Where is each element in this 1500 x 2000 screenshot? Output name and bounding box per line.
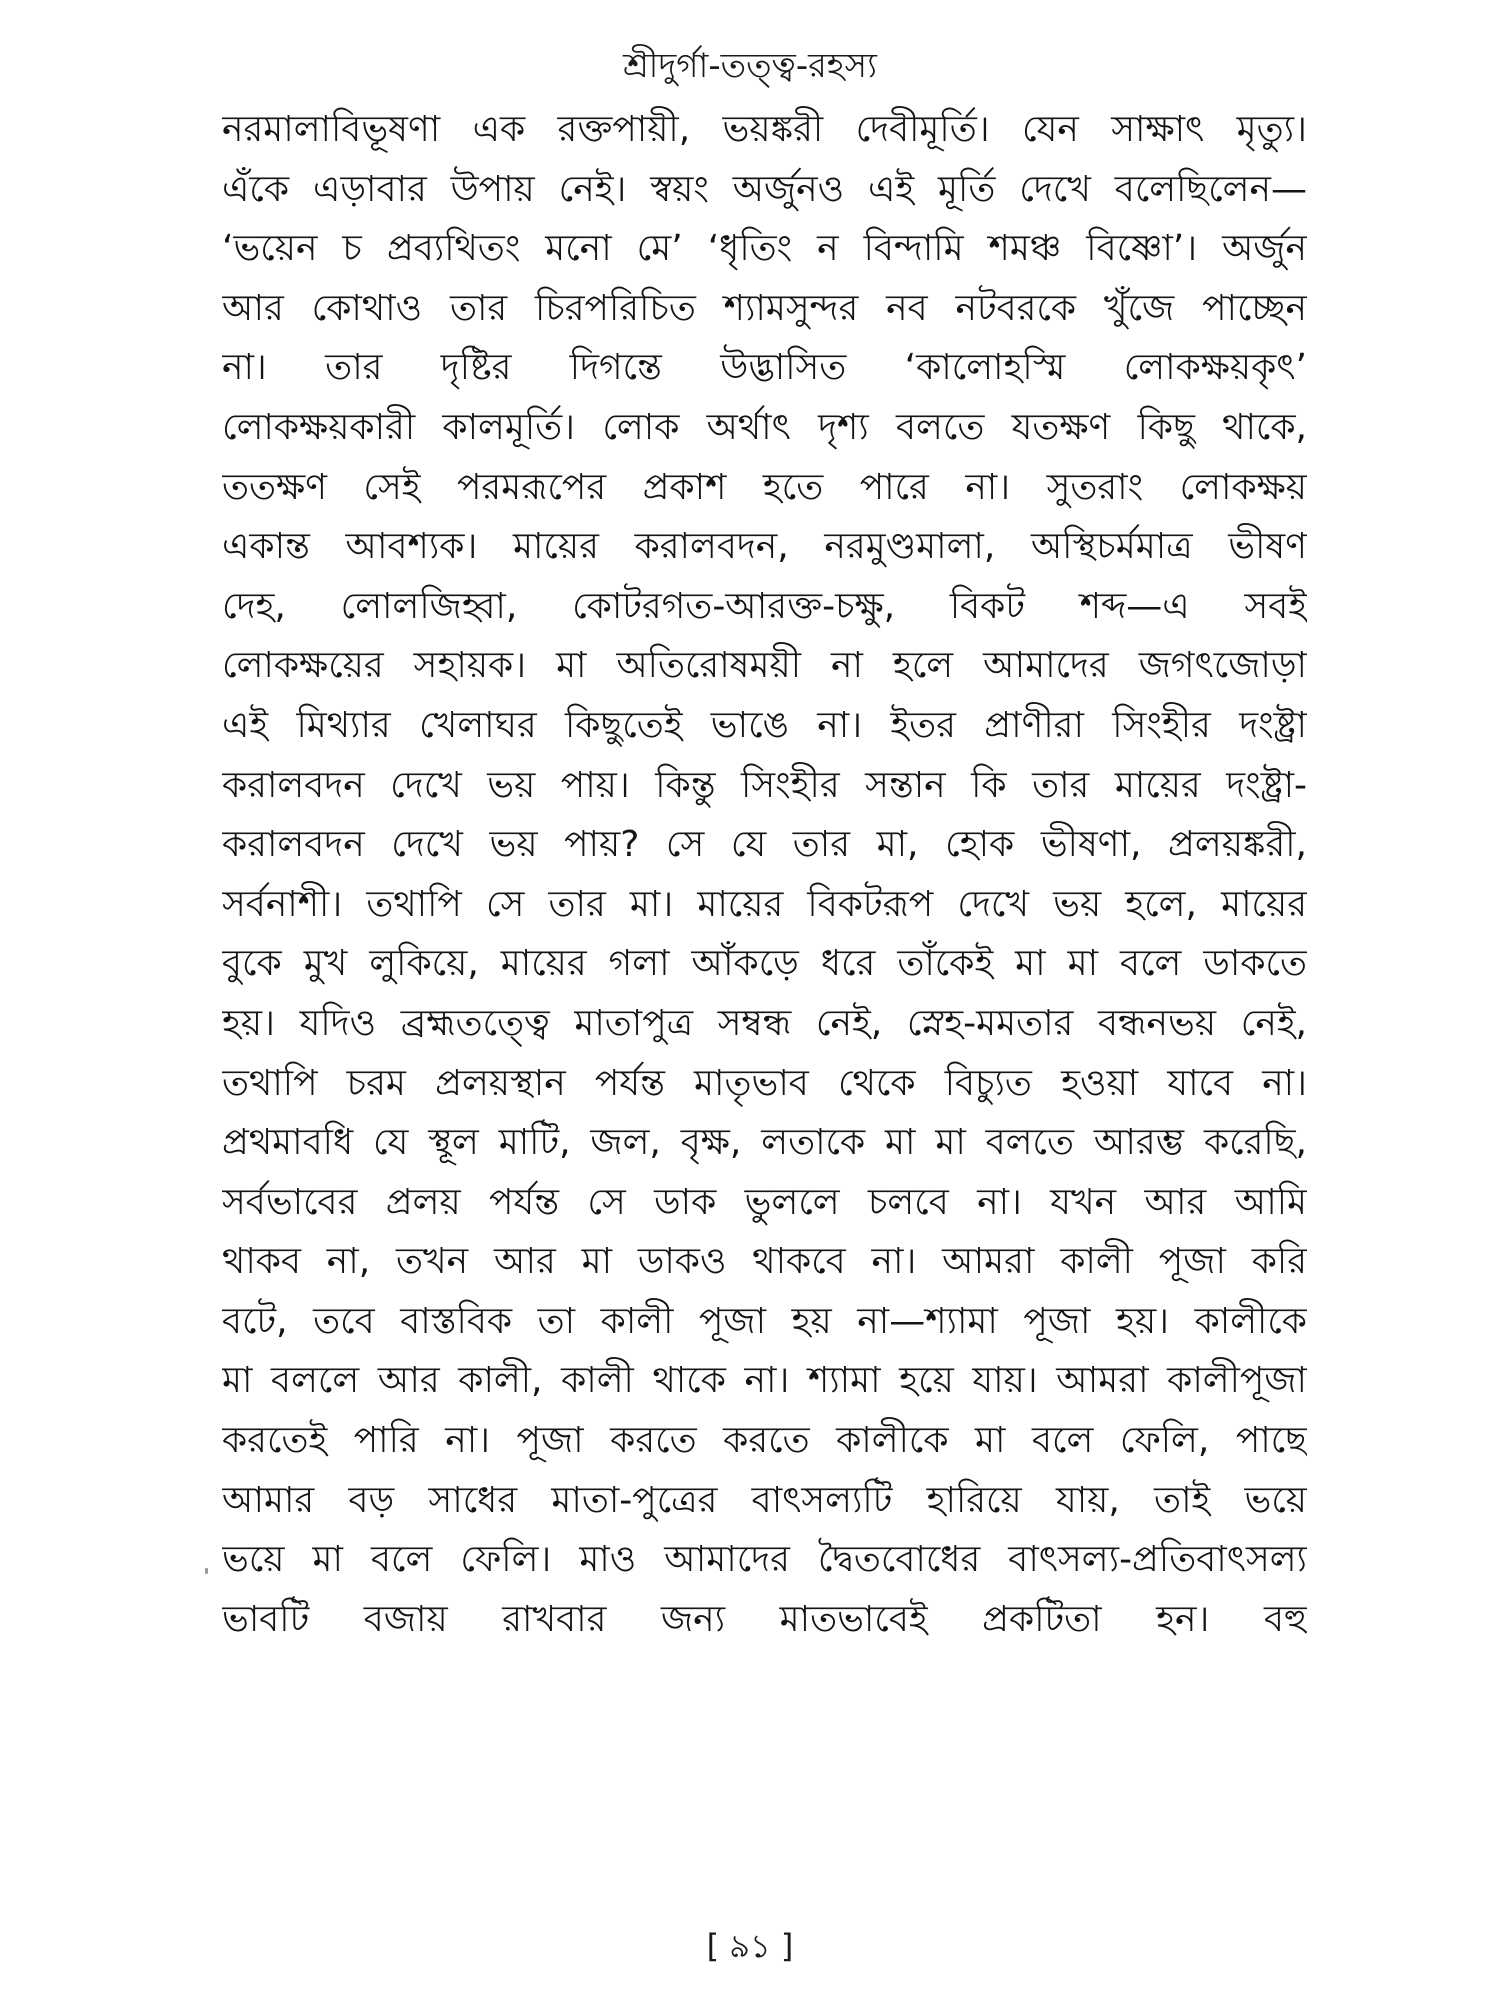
text-line: ভাবটি বজায় রাখবার জন্য মাতভাবেই প্রকটিতা হন। বহু [222, 1598, 1307, 1640]
text-line: করতেই পারি না। পূজা করতে করতে কালীকে মা বলে ফেলি, পাছে [222, 1420, 1307, 1462]
text-line: সর্বভাবের প্রলয় পর্যন্ত সে ডাক ভুললে চলবে না। যখন আর আমি [222, 1181, 1307, 1223]
text-line: লোকক্ষয়ের সহায়ক। মা অতিরোষময়ী না হলে আমাদের জগৎজোড়া [222, 645, 1307, 687]
text-line: এই মিথ্যার খেলাঘর কিছুতেই ভাঙে না। ইতর প্রাণীরা সিংহীর দংষ্ট্রা [222, 704, 1307, 746]
text-line: আমার বড় সাধের মাতা-পুত্রের বাৎসল্যটি হারিয়ে যায়, তাই ভয়ে [222, 1479, 1307, 1521]
text-line: ভয়ে মা বলে ফেলি। মাও আমাদের দ্বৈতবোধের বাৎসল্য-প্রতিবাৎসল্য [222, 1539, 1307, 1581]
running-head: শ্রীদুর্গা-তত্ত্ব-রহস্য [622, 46, 877, 86]
text-line: আর কোথাও তার চিরপরিচিত শ্যামসুন্দর নব নটবরকে খুঁজে পাচ্ছেন [222, 287, 1307, 329]
text-line: এঁকে এড়াবার উপায় নেই। স্বয়ং অর্জুনও এই মূর্তি দেখে বলেছিলেন— [222, 168, 1307, 210]
text-line: বুকে মুখ লুকিয়ে, মায়ের গলা আঁকড়ে ধরে তাঁকেই মা মা বলে ডাকতে [222, 943, 1307, 985]
page-number: [ ৯১ ] [706, 1927, 794, 1965]
text-line: করালবদন দেখে ভয় পায়? সে যে তার মা, হোক ভীষণা, প্রলয়ঙ্করী, [222, 824, 1307, 866]
scan-speck [205, 1568, 208, 1574]
text-line: লোকক্ষয়কারী কালমূর্তি। লোক অর্থাৎ দৃশ্য বলতে যতক্ষণ কিছু থাকে, [222, 406, 1307, 448]
text-line: ততক্ষণ সেই পরমরূপের প্রকাশ হতে পারে না। সুতরাং লোকক্ষয় [222, 466, 1307, 508]
text-line: সর্বনাশী। তথাপি সে তার মা। মায়ের বিকটরূপ দেখে ভয় হলে, মায়ের [222, 883, 1307, 925]
text-line: মা বললে আর কালী, কালী থাকে না। শ্যামা হয়ে যায়। আমরা কালীপূজা [222, 1360, 1307, 1402]
text-line: থাকব না, তখন আর মা ডাকও থাকবে না। আমরা কালী পূজা করি [222, 1241, 1307, 1283]
text-line: তথাপি চরম প্রলয়স্থান পর্যন্ত মাতৃভাব থেকে বিচ্যুত হওয়া যাবে না। [222, 1062, 1307, 1104]
text-line: বটে, তবে বাস্তবিক তা কালী পূজা হয় না—শ্যামা পূজা হয়। কালীকে [222, 1300, 1307, 1342]
text-line: দেহ, লোলজিহ্বা, কোটরগত-আরক্ত-চক্ষু, বিকট শব্দ—এ সবই [222, 585, 1307, 627]
body-paragraph [222, 100, 1307, 1649]
text-line: প্রথমাবধি যে স্থূল মাটি, জল, বৃক্ষ, লতাকে মা মা বলতে আরম্ভ করেছি, [222, 1122, 1307, 1164]
text-line: একান্ত আবশ্যক। মায়ের করালবদন, নরমুণ্ডমালা, অস্থিচর্মমাত্র ভীষণ [222, 526, 1307, 568]
text-line: নরমালাবিভূষণা এক রক্তপায়ী, ভয়ঙ্করী দেবীমূর্তি। যেন সাক্ষাৎ মৃত্যু। [222, 109, 1307, 150]
text-line: করালবদন দেখে ভয় পায়। কিন্তু সিংহীর সন্তান কি তার মায়ের দংষ্ট্রা- [222, 764, 1307, 806]
text-line: না। তার দৃষ্টির দিগন্তে উদ্ভাসিত ‘কালোহস্মি লোকক্ষয়কৃৎ’ [222, 347, 1307, 389]
text-line: ‘ভয়েন চ প্রব্যথিতং মনো মে’ ‘ধৃতিং ন বিন্দামি শমঞ্চ বিষ্ণো’। অর্জুন [222, 228, 1307, 270]
text-line: হয়। যদিও ব্রহ্মতত্ত্বে মাতাপুত্র সম্বন্ধ নেই, স্নেহ-মমতার বন্ধনভয় নেই, [222, 1002, 1307, 1044]
